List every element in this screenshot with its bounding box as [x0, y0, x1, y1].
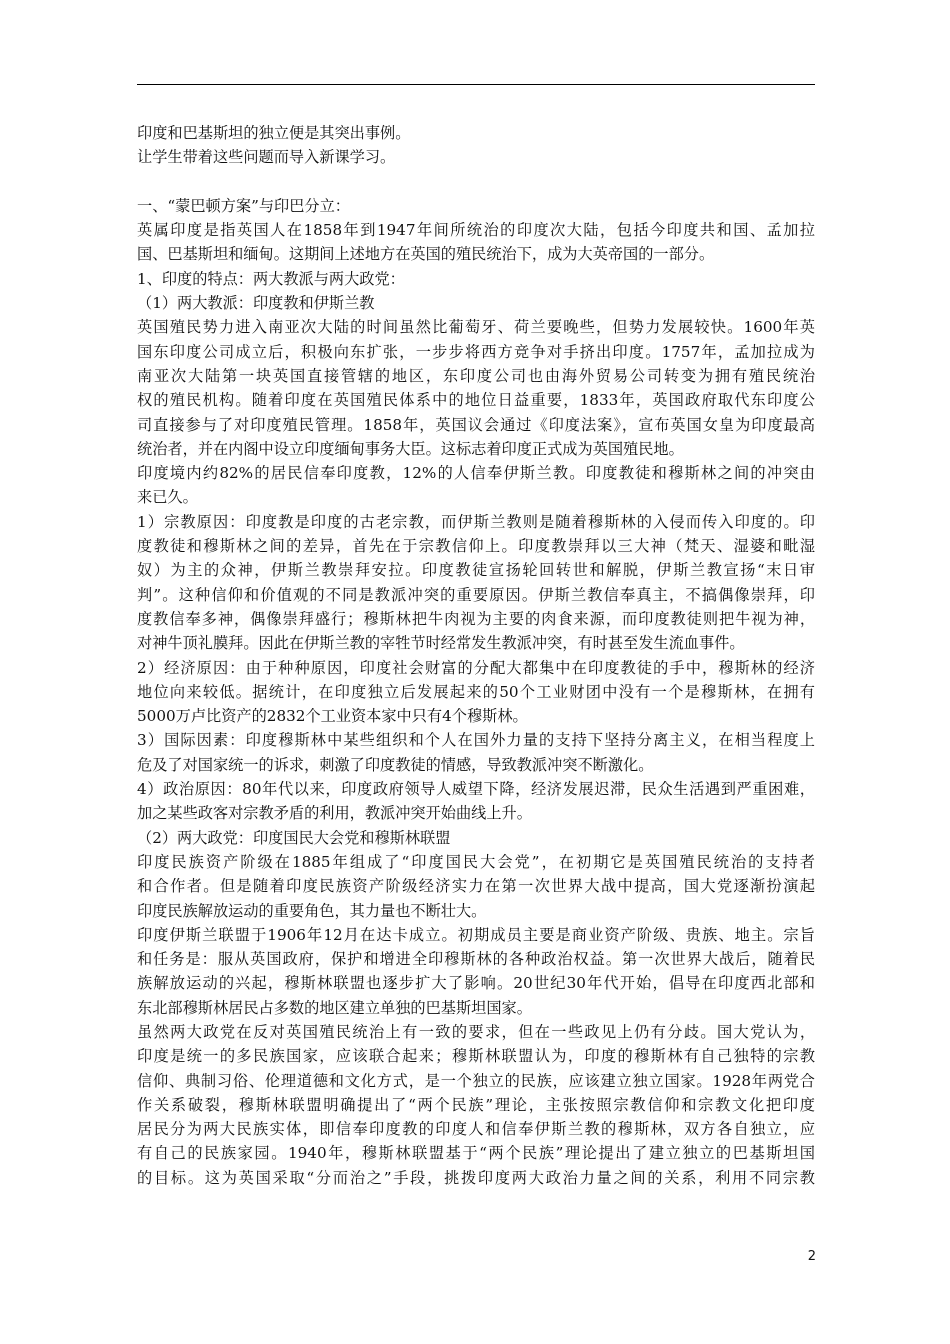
text-line: 信仰、典制习俗、伦理道德和文化方式，是一个独立的民族，应该建立独立国家。1928年两党合 — [137, 1071, 815, 1090]
subsection-heading: 1、印度的特点：两大教派与两大政党： — [137, 269, 405, 288]
text-line: 来已久。 — [137, 488, 198, 507]
document-body — [137, 121, 815, 1190]
text-line: 5000万卢比资产的2832个工业资本家中只有4个穆斯林。 — [137, 707, 528, 726]
text-line: 奴）为主的众神，伊斯兰教崇拜安拉。印度教徒宣扬轮回转世和解脱，伊斯兰教宣扬“末日审 — [137, 561, 815, 580]
page-number: 2 — [807, 1249, 816, 1264]
section-heading: 一、“蒙巴顿方案”与印巴分立： — [137, 196, 350, 215]
text-line: 印度是统一的多民族国家，应该联合起来；穆斯林联盟认为，印度的穆斯林有自己独特的宗教 — [137, 1047, 815, 1066]
text-line: 3）国际因素：印度穆斯林中某些组织和个人在国外力量的支持下坚持分离主义，在相当程度上 — [137, 731, 815, 750]
text-line: 南亚次大陆第一块英国直接管辖的地区，东印度公司也由海外贸易公司转变为拥有殖民统治 — [137, 366, 815, 385]
text-line: 危及了对国家统一的诉求，刺激了印度教徒的情感，导致教派冲突不断激化。 — [137, 755, 654, 774]
text-line: 判”。这种信仰和价值观的不同是教派冲突的重要原因。伊斯兰教信奉真主，不搞偶像崇拜，印 — [137, 585, 815, 604]
text-line: 度教徒和穆斯林之间的差异，首先在于宗教信仰上。印度教崇拜以三大神（梵天、湿婆和毗湿 — [137, 537, 815, 556]
text-line: 有自己的民族家园。1940年，穆斯林联盟基于“两个民族”理论提出了建立独立的巴基斯坦国 — [137, 1144, 815, 1163]
text-line: 印度和巴基斯坦的独立便是其突出事例。 — [137, 124, 411, 142]
text-line: 族解放运动的兴起，穆斯林联盟也逐步扩大了影响。20世纪30年代开始，倡导在印度西北部和 — [137, 974, 815, 993]
text-line: 4）政治原因：80年代以来，印度政府领导人威望下降，经济发展迟滞，民众生活遇到严重困难， — [137, 780, 815, 799]
subsection-heading: （1）两大教派：印度教和伊斯兰教 — [137, 294, 375, 313]
text-line: 虽然两大政党在反对英国殖民统治上有一致的要求，但在一些政见上仍有分歧。国大党认为， — [137, 1022, 815, 1041]
text-line: 加之某些政客对宗教矛盾的利用，教派冲突开始曲线上升。 — [137, 804, 532, 823]
text-line: 东北部穆斯林居民占多数的地区建立单独的巴基斯坦国家。 — [137, 998, 532, 1017]
text-line: 居民分为两大民族实体，即信奉印度教的印度人和信奉伊斯兰教的穆斯林，双方各自独立，应 — [137, 1120, 815, 1139]
text-line: 印度民族解放运动的重要角色，其力量也不断壮大。 — [137, 901, 487, 920]
text-line: 让学生带着这些问题而导入新课学习。 — [137, 148, 396, 167]
text-line: 对神牛顶礼膜拜。因此在伊斯兰教的宰牲节时经常发生教派冲突，有时甚至发生流血事件。 — [137, 634, 745, 653]
text-line: 英国殖民势力进入南亚次大陆的时间虽然比葡萄牙、荷兰要晚些，但势力发展较快。1600年英 — [137, 318, 815, 337]
text-line: 和任务是：服从英国政府，保护和增进全印穆斯林的各种政治权益。第一次世界大战后，随着民 — [137, 950, 815, 969]
text-line: 印度境内约82%的居民信奉印度教，12%的人信奉伊斯兰教。印度教徒和穆斯林之间的冲突由 — [137, 464, 815, 483]
text-line: 统治者，并在内阁中设立印度缅甸事务大臣。这标志着印度正式成为英国殖民地。 — [137, 439, 684, 458]
blank-line — [137, 170, 815, 194]
text-line: 印度伊斯兰联盟于1906年12月在达卡成立。初期成员主要是商业资产阶级、贵族、地主。宗旨 — [137, 925, 815, 944]
text-line: 地位向来较低。据统计，在印度独立后发展起来的50个工业财团中没有一个是穆斯林，在拥有 — [137, 682, 815, 701]
header-rule — [137, 84, 815, 85]
text-line: 印度民族资产阶级在1885年组成了“印度国民大会党”，在初期它是英国殖民统治的支持者 — [137, 852, 815, 871]
text-line: 国东印度公司成立后，积极向东扩张，一步步将西方竞争对手挤出印度。1757年，孟加拉成为 — [137, 342, 815, 361]
text-line: 权的殖民机构。随着印度在英国殖民体系中的地位日益重要，1833年，英国政府取代东印度公 — [137, 391, 815, 410]
subsection-heading: （2）两大政党：印度国民大会党和穆斯林联盟 — [137, 828, 451, 847]
text-line: 英属印度是指英国人在1858年到1947年间所统治的印度次大陆，包括今印度共和国、孟加拉 — [137, 221, 815, 240]
text-line: 国、巴基斯坦和缅甸。这期间上述地方在英国的殖民统治下，成为大英帝国的一部分。 — [137, 245, 715, 264]
text-line: 2）经济原因：由于种种原因，印度社会财富的分配大都集中在印度教徒的手中，穆斯林的经济 — [137, 658, 815, 677]
text-line: 司直接参与了对印度殖民管理。1858年，英国议会通过《印度法案》，宣布英国女皇为印度最高 — [137, 415, 815, 434]
text-line: 的目标。这为英国采取“分而治之”手段，挑拨印度两大政治力量之间的关系，利用不同宗教 — [137, 1168, 815, 1187]
text-line: 作关系破裂，穆斯林联盟明确提出了“两个民族”理论，主张按照宗教信仰和宗教文化把印度 — [137, 1095, 815, 1114]
text-line: 和合作者。但是随着印度民族资产阶级经济实力在第一次世界大战中提高，国大党逐渐扮演起 — [137, 877, 815, 896]
text-line: 1）宗教原因：印度教是印度的古老宗教，而伊斯兰教则是随着穆斯林的入侵而传入印度的。印 — [137, 512, 815, 531]
text-line: 度教信奉多神，偶像崇拜盛行；穆斯林把牛肉视为主要的肉食来源，而印度教徒则把牛视为神， — [137, 609, 815, 628]
